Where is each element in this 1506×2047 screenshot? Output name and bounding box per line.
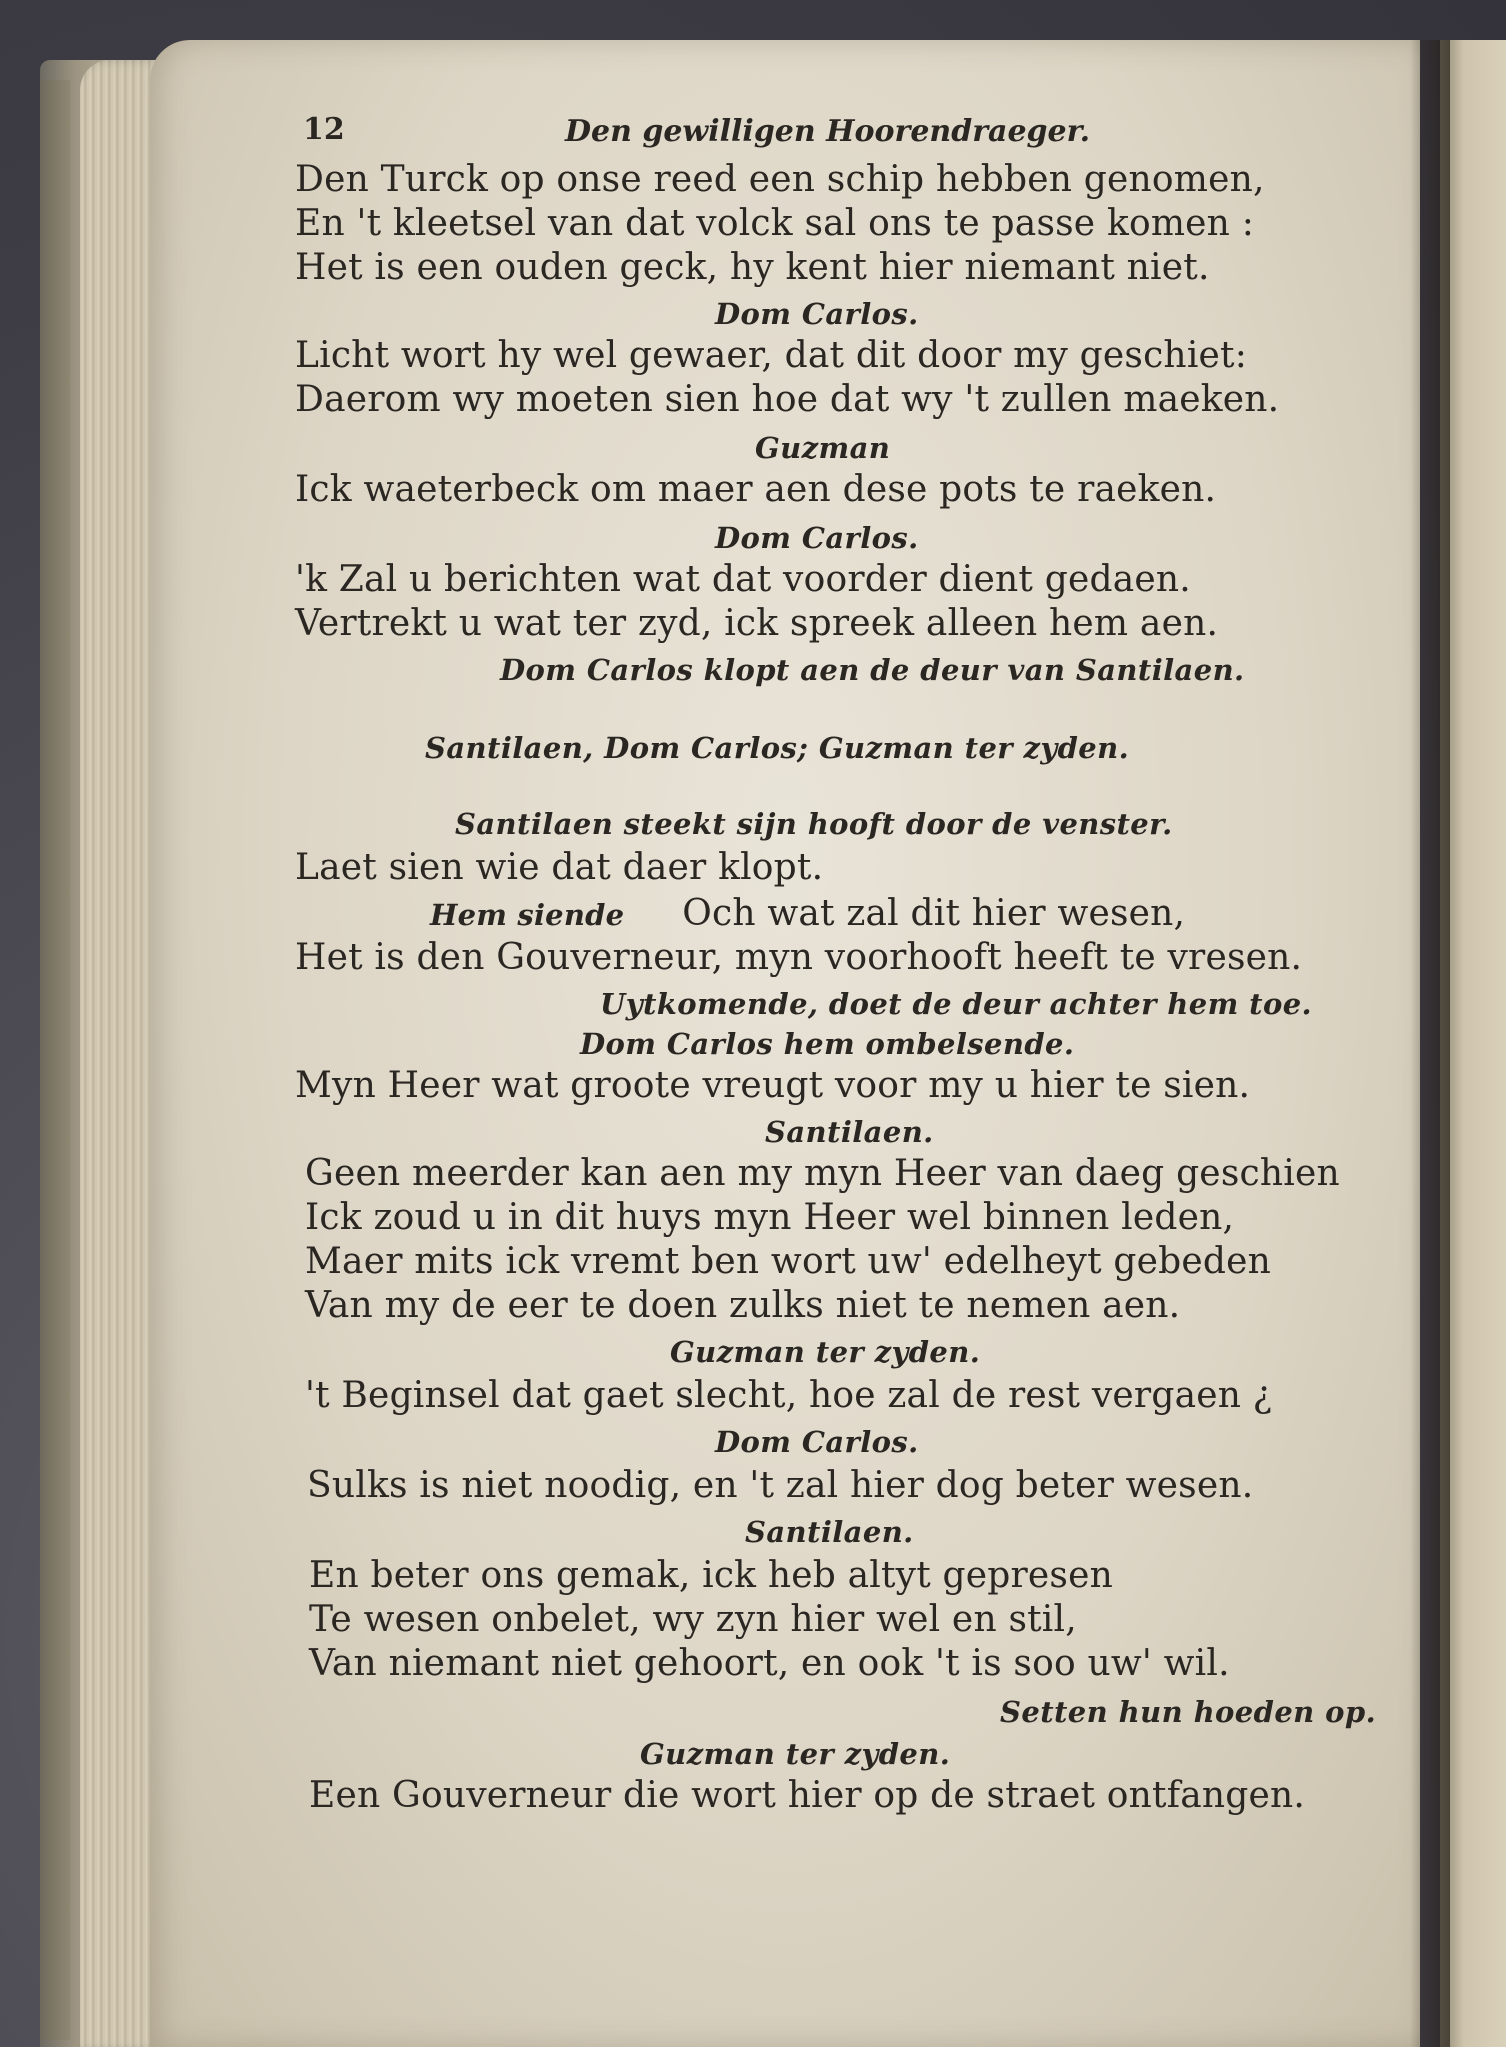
- speaker-name: Dom Carlos.: [715, 297, 919, 331]
- mixed-line: [430, 892, 1185, 937]
- running-title: Den gewilligen Hoorendraeger.: [565, 114, 1091, 149]
- verse-line: Maer mits ick vremt ben wort uw' edelheyt gebeden: [305, 1241, 1272, 1282]
- speaker-name: Guzman ter zyden.: [670, 1335, 981, 1369]
- verse-line: Ick waeterbeck om maer aen dese pots te raeken.: [295, 469, 1217, 510]
- verse-line: En beter ons gemak, ick heb altyt gepresen: [309, 1555, 1113, 1596]
- verse-fragment: Och wat zal dit hier wesen,: [682, 893, 1186, 934]
- verse-line: Te wesen onbelet, wy zyn hier wel en stil,: [309, 1599, 1077, 1640]
- page-gutter: [1410, 40, 1450, 2047]
- verse-line: Geen meerder kan aen my myn Heer van daeg geschien: [305, 1153, 1340, 1194]
- speaker-name: Santilaen.: [745, 1515, 914, 1549]
- verse-line: 't Beginsel dat gaet slecht, hoe zal de rest vergaen ¿: [305, 1375, 1273, 1416]
- verse-line: Laet sien wie dat daer klopt.: [295, 847, 824, 888]
- speaker-name: Santilaen.: [765, 1115, 934, 1149]
- verse-line: Sulks is niet noodig, en 't zal hier dog beter wesen.: [307, 1465, 1254, 1506]
- verse-line: Het is een ouden geck, hy kent hier niemant niet.: [295, 247, 1210, 288]
- speaker-name: Dom Carlos.: [715, 1425, 919, 1459]
- stage-direction: Setten hun hoeden op.: [1000, 1695, 1377, 1729]
- verse-line: Licht wort hy wel gewaer, dat dit door my geschiet:: [295, 335, 1248, 376]
- stage-direction: Dom Carlos hem ombelsende.: [580, 1027, 1075, 1061]
- speaker-name: Guzman: [755, 431, 891, 465]
- verse-line: Vertrekt u wat ter zyd, ick spreek alleen hem aen.: [295, 603, 1219, 644]
- speaker-name: Guzman ter zyden.: [640, 1737, 951, 1771]
- verse-line: En 't kleetsel van dat volck sal ons te passe komen :: [295, 203, 1255, 244]
- verse-line: Een Gouverneur die wort hier op de straet ontfangen.: [309, 1775, 1306, 1816]
- verse-line: Den Turck op onse reed een schip hebben genomen,: [295, 159, 1265, 200]
- book-spine: [40, 80, 70, 2040]
- stage-direction: Uytkomende, doet de deur achter hem toe.: [600, 987, 1313, 1021]
- verse-line: Het is den Gouverneur, myn voorhooft heeft te vresen.: [295, 937, 1303, 978]
- inline-direction: Hem siende: [430, 898, 625, 932]
- verse-line: Van my de eer te doen zulks niet te nemen aen.: [305, 1285, 1181, 1326]
- verse-line: Daerom wy moeten sien hoe dat wy 't zullen maeken.: [295, 379, 1280, 420]
- verse-line: Van niemant niet gehoort, en ook 't is soo uw' wil.: [309, 1643, 1230, 1684]
- verse-line: Myn Heer wat groote vreugt voor my u hier te sien.: [295, 1065, 1251, 1106]
- verse-line: Ick zoud u in dit huys myn Heer wel binnen leden,: [305, 1197, 1235, 1238]
- speaker-name: Dom Carlos.: [715, 521, 919, 555]
- page-number: 12: [303, 112, 345, 147]
- verse-line: 'k Zal u berichten wat dat voorder dient gedaen.: [295, 559, 1191, 600]
- scene-heading: Santilaen, Dom Carlos; Guzman ter zyden.: [425, 731, 1130, 765]
- stage-direction: Santilaen steekt sijn hooft door de venster.: [455, 807, 1173, 841]
- stage-direction: Dom Carlos klopt aen de deur van Santilaen.: [500, 653, 1245, 687]
